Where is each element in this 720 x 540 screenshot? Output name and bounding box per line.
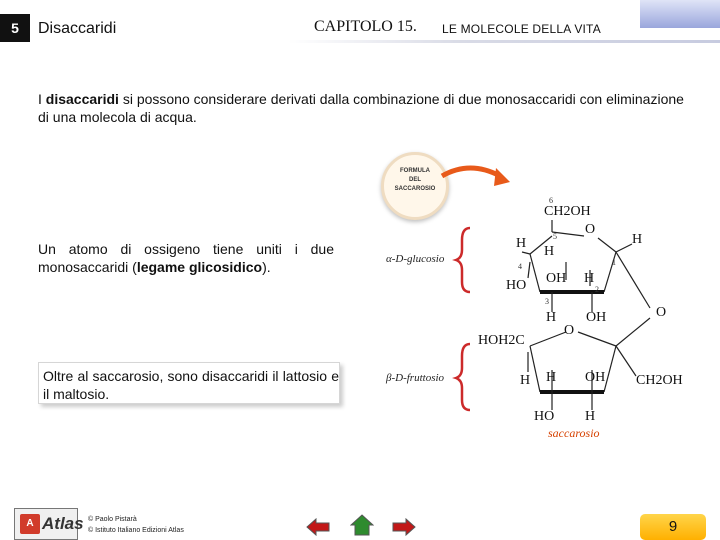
atom-o-ring-top: O	[585, 222, 596, 237]
bond-text-before: Un atomo di ossigeno tiene uniti i due monosaccaridi (	[38, 241, 334, 275]
arrow-right-icon	[392, 518, 416, 536]
home-icon	[350, 514, 374, 536]
label-alpha-d-glucose: α-D-glucosio	[386, 253, 445, 265]
badge-line-1: FORMULA	[400, 168, 430, 174]
atom-h-c3-bottom: H	[546, 310, 557, 325]
atlas-logo-icon: A	[20, 514, 40, 534]
fructose-bracket	[456, 344, 470, 410]
atom-h-f4: H	[546, 370, 557, 385]
term-legame-glicosidico: legame glicosidico	[136, 259, 263, 275]
logo-text: Atlas	[42, 514, 84, 533]
credit-author: © Paolo Pistarà	[88, 516, 137, 523]
bond-text-after: ).	[262, 259, 271, 275]
page-number: 9	[640, 514, 706, 540]
atom-ch2oh-f1: CH2OH	[636, 373, 683, 388]
curved-arrow-head-icon	[494, 168, 510, 186]
previous-slide-button[interactable]	[306, 516, 330, 538]
carbon-number-5: 5	[553, 232, 557, 241]
carbon-number-4: 4	[518, 262, 522, 271]
atom-h-right-top: H	[632, 232, 643, 247]
atom-h-left-top: H	[516, 236, 527, 251]
carbon-number-3: 3	[545, 297, 549, 306]
atom-oh-c2-bottom: OH	[586, 310, 607, 325]
credit-publisher: © Istituto Italiano Edizioni Atlas	[88, 527, 184, 534]
atom-h-f5: H	[520, 373, 531, 388]
term-disaccaridi: disaccaridi	[45, 91, 119, 107]
carbon-number-2: 2	[595, 285, 599, 294]
atom-hoh2c: HOH2C	[478, 333, 525, 348]
atom-ho-c4: HO	[506, 278, 527, 293]
atom-ho-f: HO	[534, 409, 555, 424]
glucose-bracket	[456, 228, 470, 292]
chapter-label: CAPITOLO 15.	[314, 18, 417, 35]
carbon-number-6: 6	[549, 196, 553, 205]
chapter-subtitle: LE MOLECOLE DELLA VITA	[442, 22, 601, 36]
intro-text: si possono considerare derivati dalla combinazione di due monosaccaridi con eliminazione di una molecola di acqua.	[38, 91, 684, 125]
home-button[interactable]	[350, 514, 374, 536]
intro-paragraph: I disaccaridi si possono considerare derivati dalla combinazione di due monosaccaridi con eliminazione di una molecola di acqua.	[38, 91, 684, 125]
carbon-number-1: 1	[612, 258, 616, 267]
atom-h-c2: H	[584, 271, 595, 286]
section-title: Disaccaridi	[38, 20, 117, 37]
label-beta-d-fructose: β-D-fruttosio	[386, 372, 445, 384]
arrow-left-icon	[306, 518, 330, 536]
chapter-number: 5	[0, 14, 30, 42]
curved-arrow-icon	[442, 168, 500, 176]
atom-o-ring-bottom: O	[564, 323, 575, 338]
badge-line-3: SACCAROSIO	[394, 186, 436, 192]
atom-o-bridge: O	[656, 305, 667, 320]
atom-h-f: H	[585, 409, 596, 424]
other-disaccharides-box: Oltre al saccarosio, sono disaccaridi il lattosio e il maltosio.	[38, 362, 340, 404]
atom-oh-c3: OH	[546, 271, 567, 286]
atom-h-c5: H	[544, 244, 555, 259]
badge-line-2: DEL	[409, 177, 421, 183]
next-slide-button[interactable]	[392, 516, 416, 538]
atom-oh-f3: OH	[585, 370, 606, 385]
structure-caption: saccarosio	[548, 426, 600, 440]
atom-ch2oh-top: CH2OH	[544, 204, 591, 219]
